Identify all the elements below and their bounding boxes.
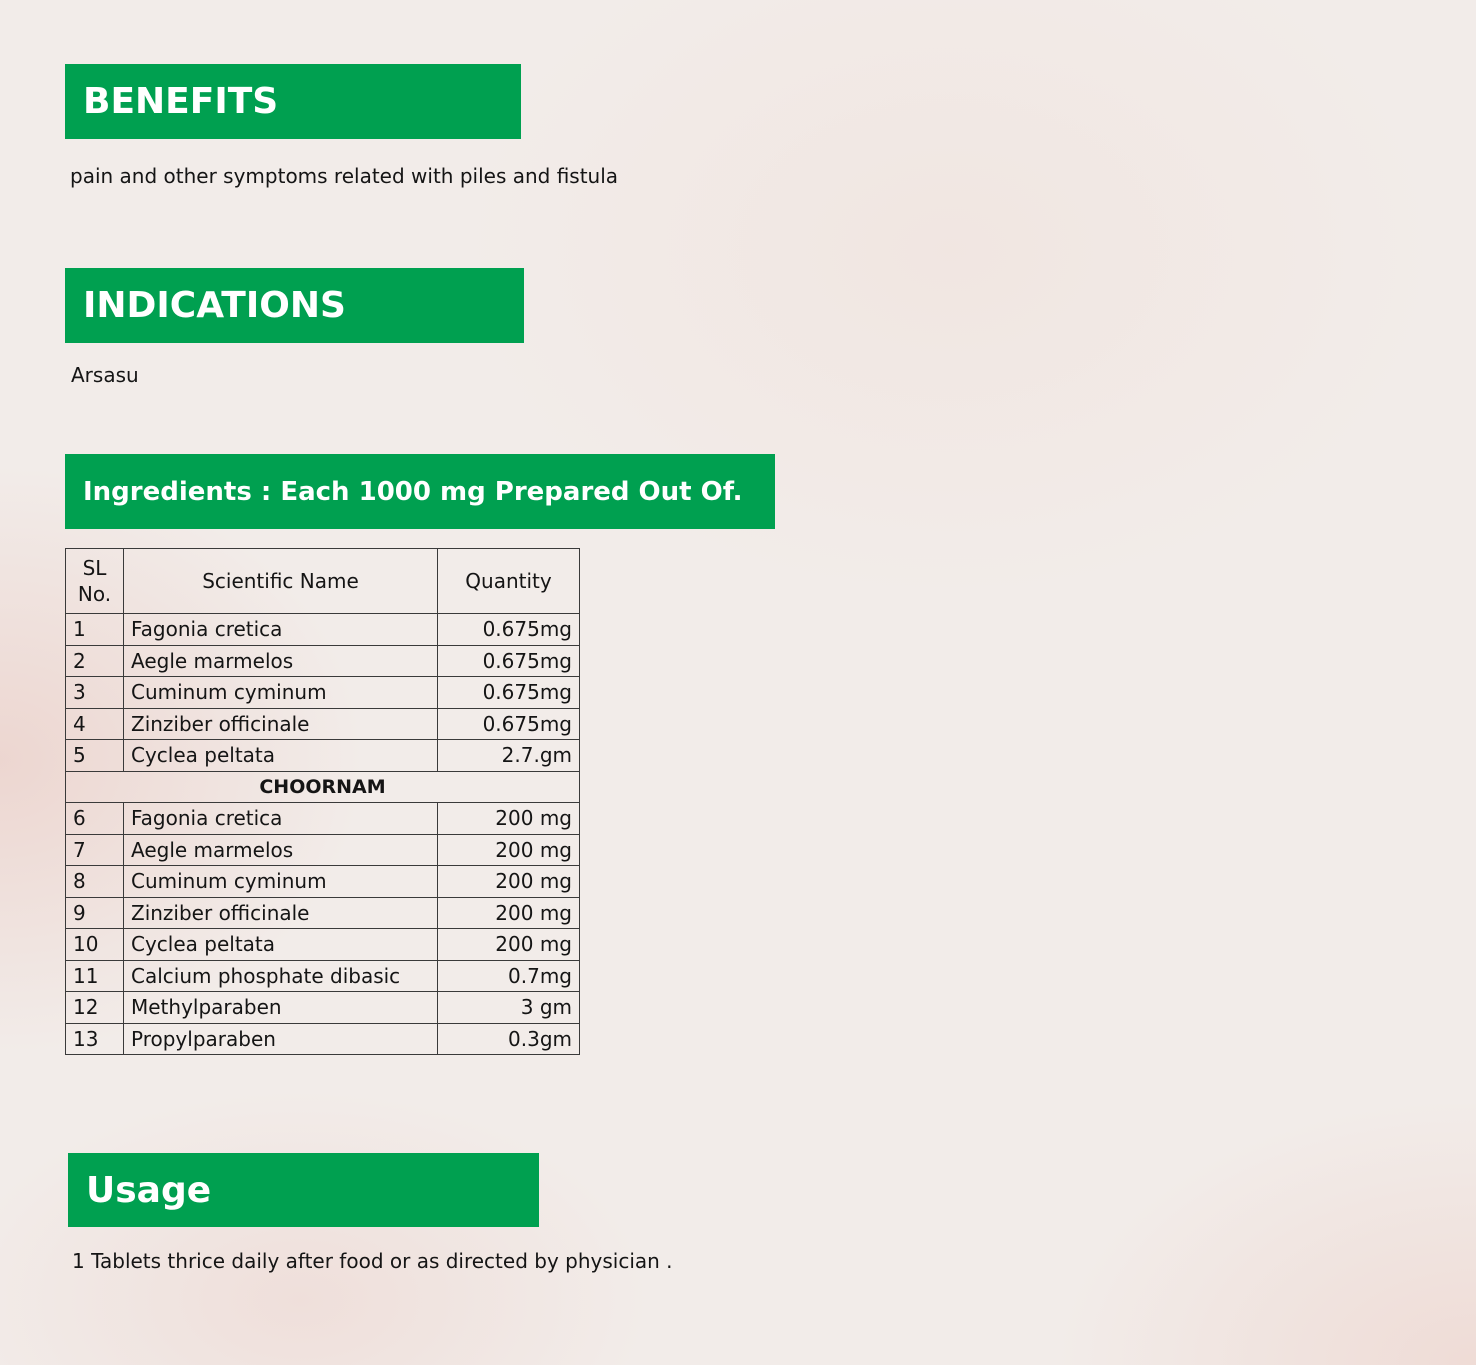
sl-cell: 1	[66, 614, 124, 646]
quantity-cell: 0.3gm	[438, 1023, 580, 1055]
sl-cell: 13	[66, 1023, 124, 1055]
name-cell: Aegle marmelos	[124, 645, 438, 677]
table-row	[66, 834, 580, 866]
table-row	[66, 929, 580, 961]
table-row	[66, 645, 580, 677]
name-cell: Zinziber officinale	[124, 708, 438, 740]
name-cell: Cyclea peltata	[124, 929, 438, 961]
usage-heading	[68, 1153, 539, 1227]
quantity-cell: 0.675mg	[438, 708, 580, 740]
sl-cell: 8	[66, 866, 124, 898]
sl-cell: 6	[66, 803, 124, 835]
table-row	[66, 992, 580, 1024]
usage-text: 1 Tablets thrice daily after food or as directed by physician .	[72, 1249, 673, 1273]
table-row	[66, 614, 580, 646]
indications-text: Arsasu	[71, 363, 139, 387]
table-row	[66, 740, 580, 772]
sl-header-line1: SL	[82, 556, 107, 580]
name-cell: Cuminum cyminum	[124, 677, 438, 709]
benefits-heading	[65, 64, 521, 139]
sl-cell: 11	[66, 960, 124, 992]
benefits-heading-text: BENEFITS	[83, 81, 279, 122]
ingredients-heading-text: Ingredients : Each 1000 mg Prepared Out Of.	[83, 476, 743, 507]
sl-cell: 5	[66, 740, 124, 772]
name-cell: Cuminum cyminum	[124, 866, 438, 898]
ingredients-table	[65, 548, 580, 1055]
sl-cell: 12	[66, 992, 124, 1024]
quantity-cell: 3 gm	[438, 992, 580, 1024]
quantity-cell: 2.7.gm	[438, 740, 580, 772]
name-cell: Cyclea peltata	[124, 740, 438, 772]
sl-cell: 4	[66, 708, 124, 740]
name-cell: Fagonia cretica	[124, 614, 438, 646]
name-cell: Calcium phosphate dibasic	[124, 960, 438, 992]
name-cell: Propylparaben	[124, 1023, 438, 1055]
indications-heading-text: INDICATIONS	[83, 285, 346, 326]
sl-cell: 10	[66, 929, 124, 961]
table-header-row	[66, 549, 580, 614]
sl-cell: 7	[66, 834, 124, 866]
quantity-cell: 200 mg	[438, 897, 580, 929]
quantity-cell: 200 mg	[438, 929, 580, 961]
table-row	[66, 677, 580, 709]
scientific-name-header: Scientific Name	[124, 549, 438, 614]
table-row	[66, 960, 580, 992]
name-cell: Aegle marmelos	[124, 834, 438, 866]
table-row	[66, 866, 580, 898]
indications-heading	[65, 268, 524, 343]
table-row	[66, 897, 580, 929]
name-cell: Zinziber officinale	[124, 897, 438, 929]
name-cell: Fagonia cretica	[124, 803, 438, 835]
table-row	[66, 1023, 580, 1055]
table-row	[66, 708, 580, 740]
sl-cell: 3	[66, 677, 124, 709]
quantity-cell: 200 mg	[438, 866, 580, 898]
quantity-header: Quantity	[438, 549, 580, 614]
sl-cell: 9	[66, 897, 124, 929]
quantity-cell: 200 mg	[438, 803, 580, 835]
benefits-text: pain and other symptoms related with piles and fistula	[70, 164, 619, 188]
ingredients-heading	[65, 454, 775, 529]
choornam-section-label: CHOORNAM	[66, 771, 580, 803]
quantity-cell: 0.675mg	[438, 614, 580, 646]
sl-cell: 2	[66, 645, 124, 677]
sl-no-header	[66, 549, 124, 614]
quantity-cell: 0.7mg	[438, 960, 580, 992]
table-row	[66, 803, 580, 835]
quantity-cell: 0.675mg	[438, 645, 580, 677]
quantity-cell: 200 mg	[438, 834, 580, 866]
quantity-cell: 0.675mg	[438, 677, 580, 709]
name-cell: Methylparaben	[124, 992, 438, 1024]
usage-heading-text: Usage	[86, 1169, 212, 1211]
sl-header-line2: No.	[77, 582, 112, 606]
section-row	[66, 771, 580, 803]
